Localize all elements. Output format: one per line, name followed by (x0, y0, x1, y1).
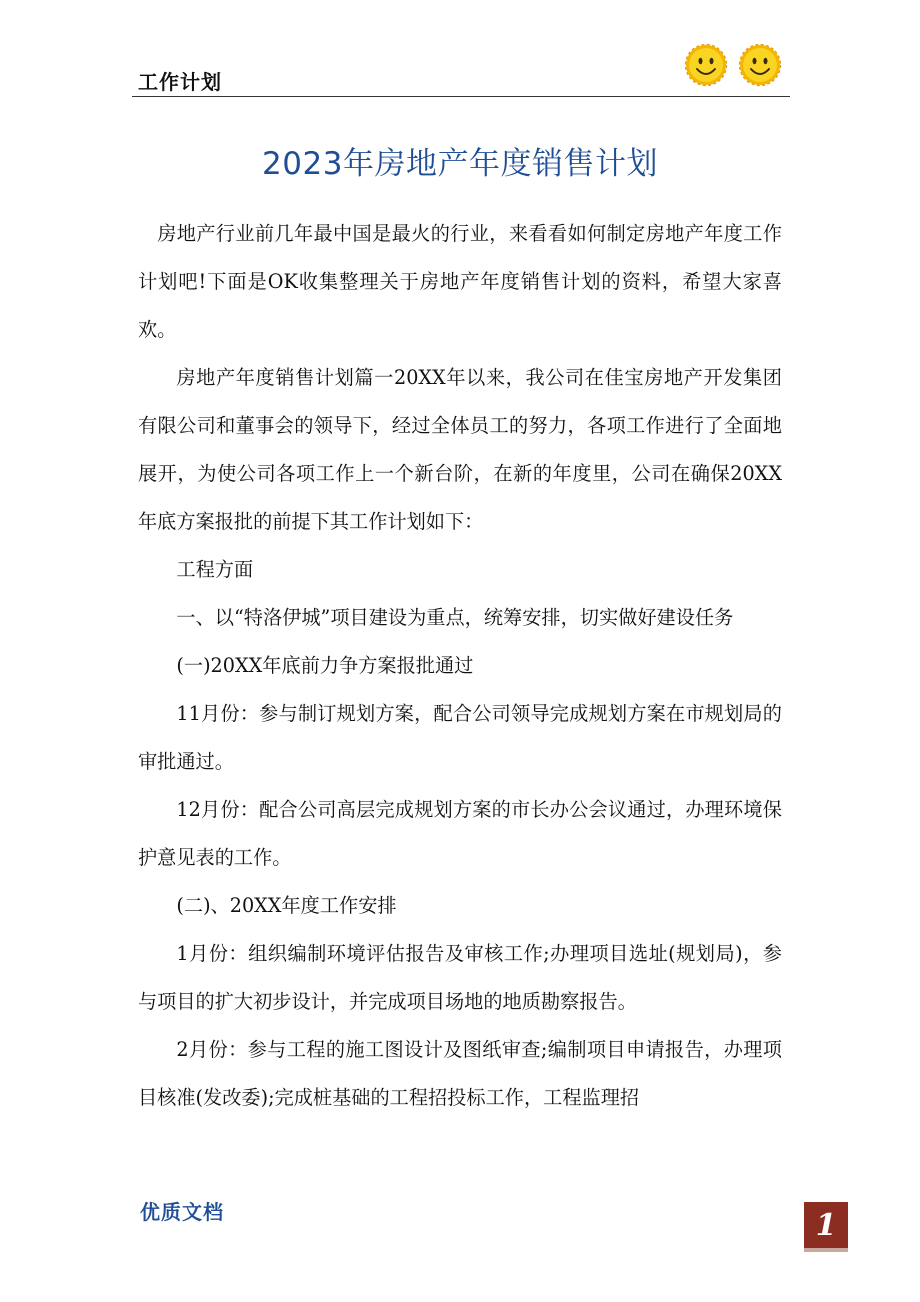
paragraph-item: 11月份：参与制订规划方案，配合公司领导完成规划方案在市规划局的审批通过。 (138, 702, 782, 773)
header-divider (132, 96, 790, 97)
footer-label: 优质文档 (140, 1200, 224, 1224)
smiley-decoration (684, 42, 784, 88)
page-number-badge-shadow (804, 1248, 848, 1252)
smiley-face-icon (740, 45, 781, 86)
paragraph-item: 1月份：组织编制环境评估报告及审核工作;办理项目选址(规划局)，参与项目的扩大初步设计，并完成项目场地的地质勘察报告。 (138, 942, 782, 1013)
document-body (138, 210, 782, 1122)
header-title: 工作计划 (138, 70, 222, 94)
smiley-face-icon (686, 45, 727, 86)
paragraph-intro: 房地产行业前几年最中国是最火的行业，来看看如何制定房地产年度工作计划吧!下面是OK收集整理关于房地产年度销售计划的资料，希望大家喜欢。 (138, 222, 782, 341)
paragraph-item: 12月份：配合公司高层完成规划方案的市长办公会议通过，办理环境保护意见表的工作。 (138, 798, 782, 869)
paragraph-item: (二)、20XX年度工作安排 (176, 894, 397, 917)
document-title: 2023年房地产年度销售计划 (262, 146, 658, 182)
paragraph-section-heading: 工程方面 (176, 558, 254, 581)
paragraph-item: 一、以“特洛伊城”项目建设为重点，统筹安排，切实做好建设任务 (176, 606, 734, 629)
page-number-badge: 1 (804, 1202, 848, 1248)
paragraph-item: 2月份：参与工程的施工图设计及图纸审查;编制项目申请报告，办理项目核准(发改委);完成桩基础的工程招投标工作，工程监理招 (138, 1038, 782, 1109)
paragraph-plan-intro: 房地产年度销售计划篇一20XX年以来，我公司在佳宝房地产开发集团有限公司和董事会的领导下，经过全体员工的努力，各项工作进行了全面地展开，为使公司各项工作上一个新台阶，在新的年度里，公司在确保20XX年底方案报批的前提下其工作计划如下： (138, 366, 782, 533)
paragraph-item: (一)20XX年底前力争方案报批通过 (176, 654, 474, 677)
